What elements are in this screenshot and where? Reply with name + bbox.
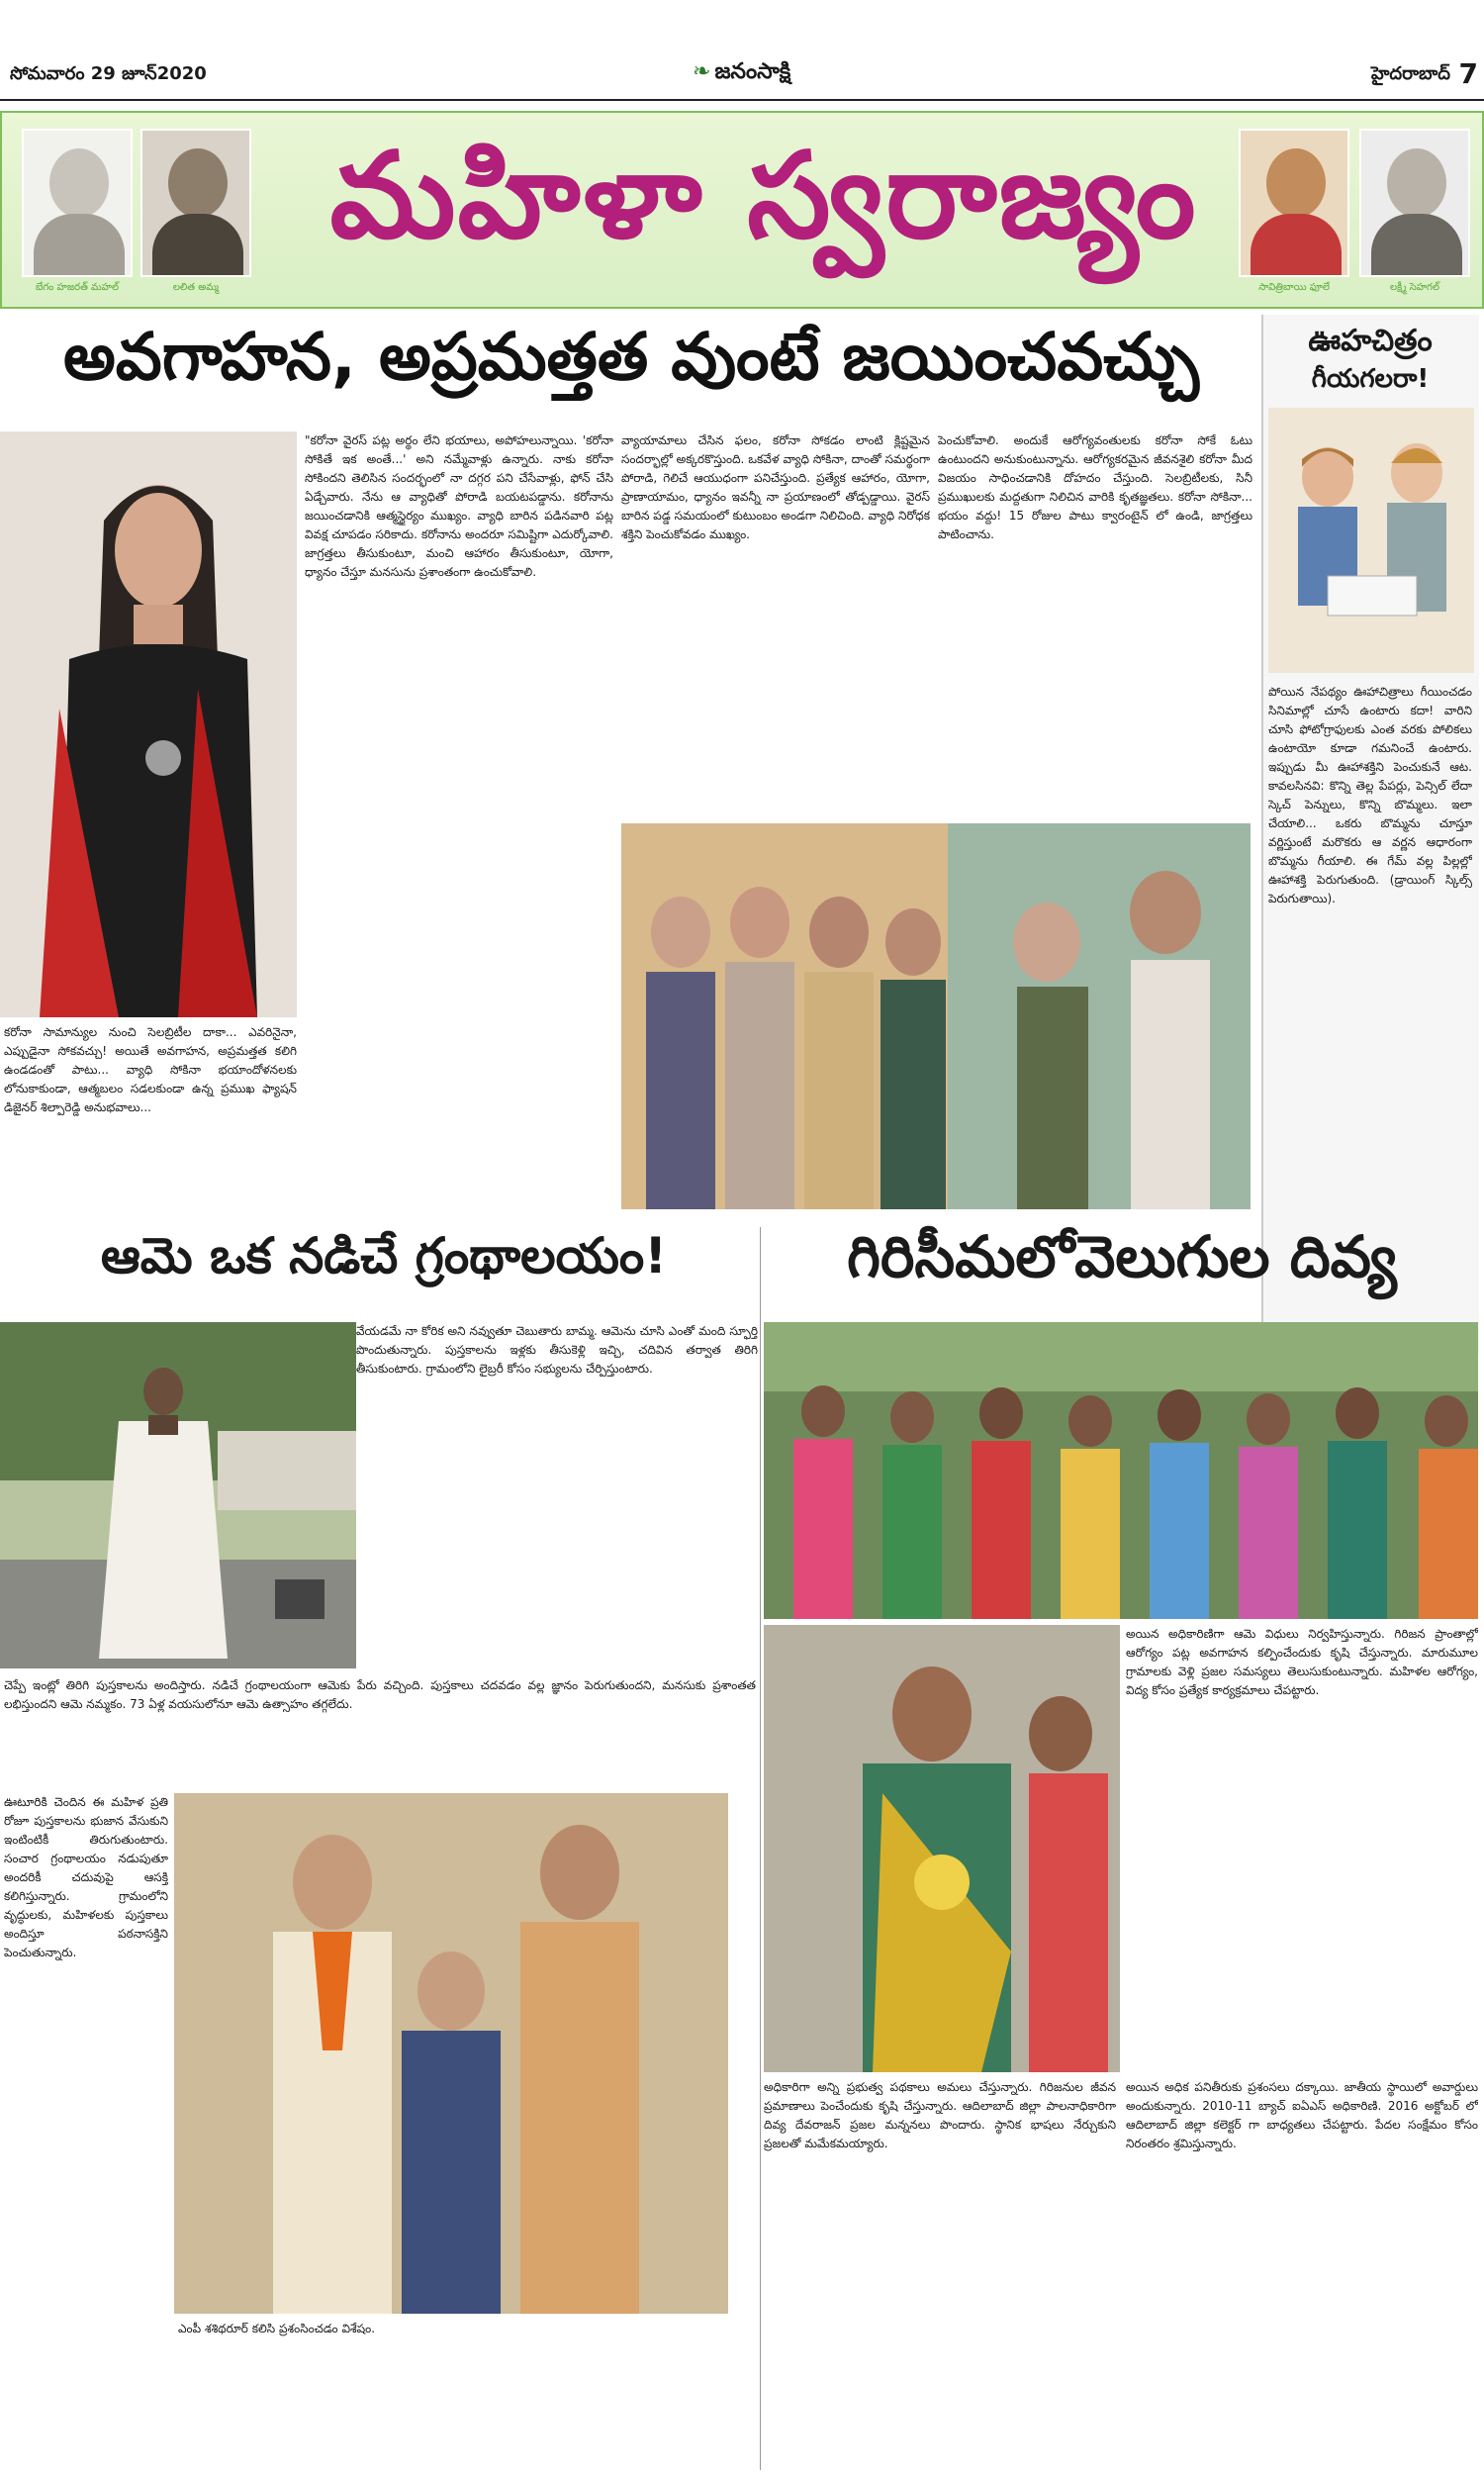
- article1-column-3: పెంచుకోవాలి. అందుకే ఆరోగ్యవంతులకు కరోనా సోకే ఓటు ఉంటుందని అనుకుంటున్నాను. ఆరోగ్యకరమైన జీవనశైలి కరోనా మీద విజయం సాధించడానికి దోహదం చేస్తుంది. సెలబ్రిటీలకు, సినీ ప్రముఖులకు మద్దతుగా నిలిచిన వారికి కృతజ్ఞతలు. కరోనా సోకినా... భయం వద్దు! 15 రోజుల పాటు క్వారంటైన్ లో ఉండి, జాగ్రత్తలు పాటించాను.: [938, 433, 1252, 541]
- article2-column-1: ఊటూరికి చెందిన ఈ మహిళ ప్రతి రోజూ పుస్తకాలను భుజాన వేసుకుని ఇంటింటికీ తిరుగుతుంటారు. సంచార గ్రంథాలయం నడుపుతూ అందరికీ చదువుపై ఆసక్తి కలిగిస్తున్నారు. గ్రామంలోని వృద్ధులకు, మహిళలకు పుస్తకాలు అందిస్తూ పఠనాసక్తిని పెంచుతున్నారు.: [4, 1795, 168, 1959]
- portrait-3-caption: సావిత్రిబాయి ఫూలే: [1258, 282, 1330, 293]
- article3-column-1: అయిన అధికారిణిగా ఆమె విధులు నిర్వహిస్తున్నారు. గిరిజన ప్రాంతాల్లో ఆరోగ్యం పట్ల అవగాహన కల్పించేందుకు కృషి చేస్తున్నారు. మారుమూల గ్రామాలకు వెళ్లి ప్రజల సమస్యలు తెలుసుకుంటున్నారు. మహిళల ఆరోగ్యం, విద్య కోసం ప్రత్యేక కార్యక్రమాలు చేపట్టారు.: [1126, 1627, 1478, 1697]
- masthead-rule: [0, 99, 1484, 101]
- article2-walking-photo: [0, 1322, 356, 1668]
- sidebar-kids-photo: [1268, 408, 1474, 673]
- article2-column-2: వేయడమే నా కోరిక అని నవ్వుతూ చెబుతారు బామ్మ. ఆమెను చూసి ఎంతో మంది స్ఫూర్తి పొందుతున్నారు. పుస్తకాలను ఇళ్లకు తీసుకెళ్లి ఇచ్చి, చదివిన తర్వాత తిరిగి తీసుకుంటారు. గ్రామంలోని లైబ్రరీ కోసం సభ్యులను చేర్పిస్తుంటారు.: [356, 1324, 758, 1376]
- portrait-1: [22, 129, 133, 277]
- article1-headline: అవగాహన, అప్రమత్తత వుంటే జయించవచ్చు: [62, 319, 1200, 395]
- article3-collector-photo: [764, 1625, 1120, 2072]
- collector-photo-graphic: [764, 1625, 1120, 2072]
- article3-headline: గిరిసీమలోవెలుగుల దివ్య: [847, 1223, 1397, 1290]
- article3-column-3: అయిన అధిక పనితీరుకు ప్రశంసలు దక్కాయి. జాతీయ స్థాయిలో అవార్డులు అందుకున్నారు. 2010-11 బ్యాచ్ ఐఏఎస్ అధికారిణి. 2016 అక్టోబర్ లో ఆదిలాబాద్ జిల్లా కలెక్టర్ గా బాధ్యతలు చేపట్టారు. పేదల సంక్షేమం కోసం నిరంతరం శ్రమిస్తున్నారు.: [1126, 2080, 1478, 2150]
- group-photo-graphic: [621, 823, 1251, 1209]
- article3-crowd-photo: [764, 1322, 1478, 1619]
- article3-column-2: అధికారిగా అన్ని ప్రభుత్వ పథకాలు అమలు చేస్తున్నారు. గిరిజనుల జీవన ప్రమాణాలు పెంచేందుకు కృషి చేస్తున్నారు. ఆదిలాబాద్ జిల్లా పాలనాధికారిగా దివ్య దేవరాజన్ ప్రజల మన్ననలు పొందారు. స్థానిక భాషలు నేర్చుకుని ప్రజలతో మమేకమయ్యారు.: [764, 2080, 1116, 2150]
- portrait-2: [140, 129, 251, 277]
- newspaper-logo: [693, 59, 790, 89]
- article2-photo-caption: ఎంపీ శశిథరూర్ కలిసి ప్రశంసించడం విశేషం.: [178, 2322, 376, 2335]
- article1-photo-caption: కరోనా సామాన్యుల నుంచి సెలబ్రిటీల దాకా... ఎవరినైనా, ఎప్పుడైనా సోకవచ్చు! అయితే అవగాహన, అప్రమత్తత కలిగి ఉండడంతో పాటు... వ్యాధి సోకినా భయాందోళనలకు లోనుకాకుండా, ఆత్మబలం సడలకుండా ఉన్న ప్రముఖ ఫ్యాషన్ డిజైనర్ శిల్పారెడ్డి అనుభవాలు...: [4, 1025, 297, 1114]
- kids-photo-graphic: [1268, 408, 1474, 673]
- walking-photo-graphic: [0, 1322, 356, 1668]
- portrait-4: [1359, 129, 1470, 277]
- article1-portrait-photo: [0, 431, 297, 1017]
- tharoor-photo-graphic: [174, 1793, 728, 2314]
- portrait-3: [1239, 129, 1349, 277]
- portrait-4-caption: లక్ష్మీ సెహగల్: [1390, 282, 1439, 293]
- section-banner: [0, 111, 1484, 309]
- masthead: [0, 0, 1484, 109]
- article1-column-2: వ్యాయామాలు చేసిన ఫలం, కరోనా సోకడం లాంటి క్లిష్టమైన సందర్భాల్లో అక్కరకొస్తుంది. ఒకవేళ వ్యాధి సోకినా, దాంతో సమర్థంగా పోరాడి, గెలిచే ఆయుధంగా పనిచేస్తుంది. ప్రత్యేక ఆహారం, యోగా, ప్రాణాయామం, ధ్యానం ఇవన్నీ నా ప్రయాణంలో తోడ్పడ్డాయి. వైరస్ బారిన పడ్డ సమయంలో కుటుంబం అండగా నిలిచింది. వ్యాధి నిరోధక శక్తిని పెంచుకోవడం ముఖ్యం.: [621, 433, 930, 541]
- sidebar-title: [1268, 323, 1472, 398]
- sidebar-title-line2: గీయగలరా!: [1311, 364, 1430, 394]
- portrait-1-caption: బేగం హజరత్ మహల్: [35, 282, 120, 293]
- logo-text: జనంసాక్షి: [714, 59, 791, 84]
- edition-city: హైదరాబాద్: [1370, 63, 1450, 84]
- issue-date: సోమవారం 29 జూన్2020: [10, 63, 207, 84]
- portrait-2-caption: లలిత అమ్మ: [172, 282, 220, 293]
- article1-group-photo: [621, 823, 1251, 1209]
- article2-column-3: చెప్పే ఇంట్లో తిరిగి పుస్తకాలను అందిస్తారు. నడిచే గ్రంథాలయంగా ఆమెకు పేరు వచ్చింది. పుస్తకాలు చదవడం వల్ల జ్ఞానం పెరుగుతుందని, మనసుకు ప్రశాంతత లభిస్తుందని ఆమె నమ్మకం. 73 ఏళ్ల వయసులోనూ ఆమె ఉత్సాహం తగ్గలేదు.: [4, 1678, 756, 1711]
- page-number: 7: [1458, 57, 1478, 90]
- banner-title: మహిళా స్వరాజ్యం: [329, 126, 1198, 265]
- section-divider: [760, 1227, 761, 2470]
- article2-headline: ఆమె ఒక నడిచే గ్రంథాలయం!: [100, 1227, 668, 1285]
- article1-column-1: "కరోనా వైరస్ పట్ల అర్థం లేని భయాలు, అపోహలున్నాయి. 'కరోనా సోకితే ఇక అంతే...' అని నమ్మేవాళ్లు ఉన్నారు. నాకు కరోనా సోకిందని తెలిసిన సందర్భంలో నా దగ్గర పని చేసేవాళ్లు, ఫోన్ చేసి ఏడ్చేవారు. నేను ఆ వ్యాధితో పోరాడి బయటపడ్డాను. కరోనాను జయించడానికి ఆత్మస్థైర్యం ముఖ్యం. వ్యాధి బారిన పడినవారి పట్ల వివక్ష చూపడం సరికాదు. కరోనాను అందరూ సమిష్టిగా ఎదుర్కోవాలి. జాగ్రత్తలు తీసుకుంటూ, మంచి ఆహారం తీసుకుంటూ, యోగా, ధ్యానం చేస్తూ మనసును ప్రశాంతంగా ఉంచుకోవాలి.: [305, 433, 613, 579]
- sidebar-title-line1: ఊహచిత్రం: [1308, 324, 1433, 358]
- portrait-photo-graphic: [0, 431, 297, 1017]
- crowd-photo-graphic: [764, 1322, 1478, 1619]
- leaf-icon: ❧: [693, 59, 711, 84]
- article2-tharoor-photo: [174, 1793, 728, 2314]
- sidebar-text: పోయిన నేపథ్యం ఊహాచిత్రాలు గీయించడం సినిమాల్లో చూసే ఉంటారు కదా! వారిని చూసి ఫోటోగ్రాఫులకు ఎంత వరకు పోలికలు ఉంటాయో కూడా గమనించే ఉంటారు. ఇప్పుడు మీ ఊహాశక్తిని పెంచుకునే ఆట. కావలసినవి: కొన్ని తెల్ల పేపర్లు, పెన్సిల్ లేదా స్కెచ్ పెన్నులు, కొన్ని బొమ్మలు. ఇలా చేయాలి... ఒకరు బొమ్మను చూస్తూ వర్ణిస్తుంటే మరొకరు ఆ వర్ణన ఆధారంగా బొమ్మను గీయాలి. ఈ గేమ్ వల్ల పిల్లల్లో ఊహాశక్తి పెరుగుతుంది. (డ్రాయింగ్ స్కిల్స్ పెరుగుతాయి).: [1268, 685, 1472, 905]
